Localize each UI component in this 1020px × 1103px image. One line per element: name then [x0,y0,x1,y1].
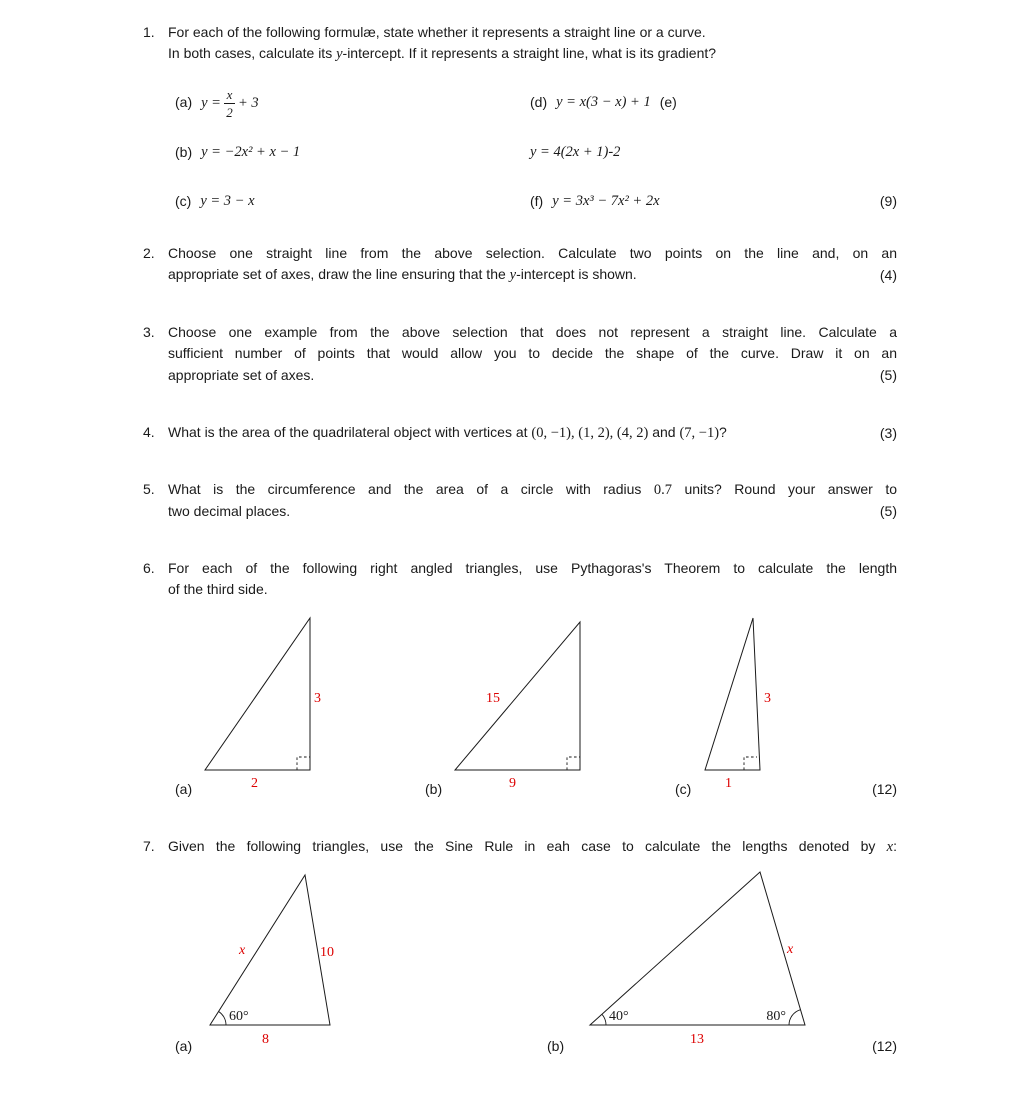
question-5 [143,479,897,523]
part-f-formula: y = 3x³ − 7x² + 2x [552,192,660,209]
math-variable-x: x [886,839,894,855]
text-segment: In both cases, calculate its [168,45,337,62]
math-lhs: y = [201,94,221,111]
figure-7a-label: (a) [175,1038,193,1054]
question-7-marks: (12) [872,1038,897,1054]
question-3-line-3: appropriate set of axes. [168,366,315,383]
angle-arc-left [602,1014,606,1025]
side-length-label: 3 [314,691,321,706]
figure-6a-right-triangle [198,610,333,792]
question-1-number: 1. [143,24,155,40]
text-segment: What is the circumference and the area of a circle with radius [168,481,654,497]
question-3 [143,322,897,386]
part-b [175,142,300,163]
part-f [530,191,660,212]
part-c-label: (c) [175,192,192,209]
text-segment: -intercept. If it represents a straight line, what is its gradient? [342,45,717,62]
math-rhs: + 3 [237,94,259,111]
triangle-outline [205,618,310,770]
text-segment: and [648,424,680,440]
side-length-label: 1 [725,776,732,791]
text-segment: appropriate set of axes, draw the line ensuring that the [168,266,510,283]
part-e [530,142,620,163]
question-7-line [168,836,897,858]
figure-7-label-row [143,1036,897,1058]
question-5-marks: (5) [879,503,897,520]
question-5-number: 5. [143,481,155,497]
fraction-denominator: 2 [226,104,233,120]
question-2-line-1: Choose one straight line from the above selection. Calculate two points on the line and, on an [168,245,897,261]
part-e-formula: y = 4(2x + 1)-2 [530,143,621,160]
side-length-label-x: x [787,942,794,957]
text-segment: What is the area of the quadrilateral object with vertices at [168,424,532,440]
question-2-line-2 [168,264,897,286]
figure-6b-label: (b) [425,781,443,797]
part-e-label: (e) [659,93,677,110]
side-length-label: 8 [262,1032,269,1047]
figure-7b-label: (b) [547,1038,565,1054]
angle-label: 40° [609,1009,629,1024]
figure-7a-triangle [198,862,348,1047]
question-2-number: 2. [143,245,155,261]
part-f-label: (f) [530,192,544,209]
question-3-marks: (5) [879,366,897,383]
radius-value: 0.7 [653,482,672,498]
text-segment: -intercept is shown. [516,266,637,283]
figure-6c-right-triangle [698,610,778,792]
question-1-line-2 [168,43,897,65]
question-1-parts [168,84,897,234]
right-angle-marker [744,757,757,770]
side-length-label: 3 [764,691,771,706]
question-1-line-1: For each of the following formulæ, state whether it represents a straight line or a curve. [168,24,706,40]
question-1 [143,22,897,234]
side-length-label: 2 [251,776,258,791]
question-6-marks: (12) [872,781,897,797]
question-7 [143,836,897,858]
part-d [530,92,677,113]
part-a [175,88,259,119]
side-length-label: 9 [509,776,516,791]
text-segment: units? Round your answer to [671,481,897,497]
side-length-label: 10 [320,945,334,960]
question-6 [143,558,897,601]
question-4-marks: (3) [879,425,897,441]
question-4 [143,422,897,444]
question-1-marks: (9) [879,192,897,209]
triangle-outline [705,618,760,770]
question-5-line-2: two decimal places. [168,503,291,520]
question-6-number: 6. [143,560,155,576]
figure-6-label-row [143,779,897,801]
part-b-formula: y = −2x² + x − 1 [201,143,301,160]
figure-6b-right-triangle [448,610,593,792]
angle-label: 60° [229,1009,249,1024]
fraction [224,88,235,119]
question-3-line-2: sufficient number of points that would allow you to decide the shape of the curve. Draw it on an [168,345,897,362]
part-b-label: (b) [175,143,193,160]
part-d-formula: y = x(3 − x) + 1 [556,93,651,110]
question-7-number: 7. [143,838,155,854]
angle-arc-right [789,1010,801,1025]
triangle-outline [455,622,580,770]
question-3-number: 3. [143,324,155,340]
part-a-formula [201,88,259,119]
figure-6c-label: (c) [675,781,692,797]
question-4-line [168,422,897,444]
part-a-label: (a) [175,94,193,111]
vertex-coordinates: (7, −1) [679,425,720,441]
question-2 [143,243,897,287]
vertex-coordinates: (0, −1), (1, 2), (4, 2) [531,425,649,441]
triangle-outline [210,875,330,1025]
side-length-label-x: x [239,943,246,958]
text-segment: Given the following triangles, use the Sine Rule in eah case to calculate the lengths denoted by [168,838,887,854]
question-5-line-1 [168,479,897,501]
question-6-line-2: of the third side. [168,581,268,598]
part-c-formula: y = 3 − x [200,192,255,209]
right-angle-marker [567,757,580,770]
part-c [175,191,255,212]
question-4-number: 4. [143,424,155,440]
math-variable-y: y [336,46,343,63]
text-segment: ? [719,424,727,440]
angle-arc [219,1012,226,1026]
figure-6a-label: (a) [175,781,193,797]
math-variable-y: y [509,267,517,284]
triangle-outline [590,872,805,1025]
angle-label: 80° [766,1009,786,1024]
text-segment: : [893,838,897,854]
right-angle-marker [297,757,310,770]
question-2-marks: (4) [879,267,897,284]
part-d-label: (d) [530,93,548,110]
question-6-line-1: For each of the following right angled triangles, use Pythagoras's Theorem to calculate the length [168,560,897,576]
side-length-label: 15 [486,691,500,706]
fraction-numerator: x [226,86,233,102]
fraction-bar [224,103,235,104]
figure-7b-triangle [578,862,818,1047]
side-length-label: 13 [690,1032,704,1047]
question-3-line-1: Choose one example from the above selection that does not represent a straight line. Calculate a [168,324,897,340]
